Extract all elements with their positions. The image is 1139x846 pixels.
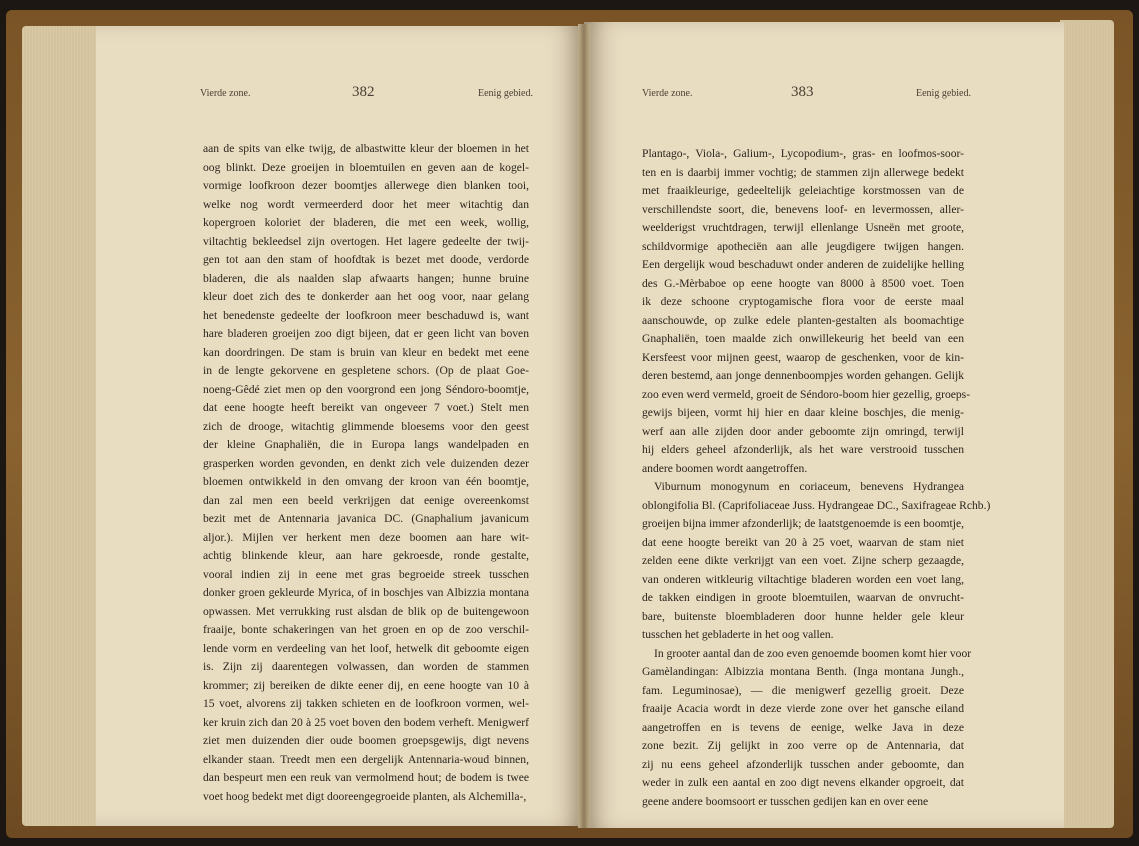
right-running-head-area: Eenig gebied. <box>916 88 971 99</box>
text-line: viltachtig bekleedsel zijn overtogen. Het lagere gedeelte der twij- <box>203 234 529 248</box>
text-line: der kleine Gnaphaliën, die in Europa langs wandelpaden en <box>203 438 529 451</box>
text-line: bloemen ontwikkeld in den omvang der kroon van één boomtje, <box>203 475 529 488</box>
text-line: oblongifolia Bl. (Caprifoliaceae Juss. Hydrangeae DC., Saxifrageae Rchb.) <box>642 498 991 512</box>
text-line: vormige loofkroon dezer boomtjes allerwege dien blanken tooi, <box>203 179 529 192</box>
text-line: hij elders geheel afzonderlijk, als het ware verstrooid tusschen <box>642 443 964 456</box>
text-line: 15 voet, alvorens zij takken schieten en de loofkroon vormen, wel- <box>203 697 529 710</box>
text-line: oog blinkt. Deze groeijen in bloemtuilen en geven aan de kogel- <box>203 160 529 174</box>
text-line: aangetroffen en is tevens de eenige, welke Java in deze <box>642 720 964 734</box>
book-gutter <box>578 24 590 828</box>
text-line: bare, buitenste bloembladeren door hunne helder gele kleur <box>642 609 964 623</box>
text-line: tusschen het gebladerte in het oog vallen. <box>642 628 834 641</box>
left-page-number: 382 <box>352 84 375 100</box>
text-line: donker groen gekleurde Myrica, of in boschjes van Albizzia montana <box>203 586 529 599</box>
text-line: schildvormige apotheciën aan alle jeugdigere twijgen hangen. <box>642 239 964 253</box>
right-page-edges <box>1060 20 1114 828</box>
text-line: aan de spits van elke twijg, de albastwitte kleur der bloemen in het <box>203 142 529 155</box>
text-line: dat eene hoogte bereikt van 20 à 25 voet, waarvan de stam niet <box>642 535 964 549</box>
text-line: zich de drooge, witachtig glimmende bloesems voor den geest <box>203 419 529 433</box>
text-line: ten en is daarbij immer vochtig; de stammen zijn allerwege bedekt <box>642 165 964 179</box>
text-line: noeng-Gêdé ziet men op den voorgrond een jong Séndoro-boomtje, <box>203 382 529 396</box>
text-line: verschillendste soort, die, benevens loof- en levermossen, aller- <box>642 202 964 216</box>
left-running-head-area: Eenig gebied. <box>478 88 533 99</box>
text-line: zone bezit. Zij gelijkt in zoo verre op de Antennaria, dat <box>642 739 964 752</box>
text-line: is. Zijn zij daarentegen volwassen, dan worden de stammen <box>203 660 529 673</box>
text-line: kleur doet zich des te donkerder aan het oog voor, naar gelang <box>203 290 529 303</box>
text-line: Gnaphaliën, toen maalde zich onwillekeurig het beeld van een <box>642 332 964 345</box>
text-line: opwassen. Met verrukking rust alsdan de blik op de buitengewoon <box>203 604 529 618</box>
text-line: fam. Leguminosae), — die menigwerf gezellig groeit. Deze <box>642 683 964 697</box>
text-line: weelderigst vruchtdragen, terwijl ellenlange Usneën met groote, <box>642 221 964 234</box>
text-line: ziet men duizenden dier oude boomen groepsgewijs, digt nevens <box>203 734 529 747</box>
text-line: groeijen bijna immer afzonderlijk; de laatstgenoemde is een boomtje, <box>642 517 964 530</box>
text-line: des G.-Mèrbaboe op eene hoogte van 8000 à 8500 voet. Toen <box>642 276 964 290</box>
left-running-head-zone: Vierde zone. <box>200 88 251 99</box>
text-line: fraaije, bonte schakeringen van het groen en op de zoo verschil- <box>203 623 529 636</box>
text-line: kopergroen koloriet der bladeren, die met een week, wollig, <box>203 216 529 229</box>
text-line: vooral indien zij in eene met gras begroeide streek tusschen <box>203 567 529 581</box>
text-line: hare bladeren groeijen zoo digt bijeen, dat er geen licht van boven <box>203 327 529 340</box>
text-line: ik deze schoone cryptogamische flora voor de eerste maal <box>642 295 964 308</box>
text-line: zoo even werd vermeld, groeit de Séndoro-boom hier gezellig, groeps- <box>642 387 971 401</box>
text-line: dat eene hoogte heeft bereikt van ongeveer 7 voet.) Stelt men <box>203 401 529 414</box>
text-line: het benedenste gedeelte der loofkroon meer beschaduwd is, want <box>203 308 529 322</box>
text-line: Viburnum monogynum en coriaceum, benevens Hydrangea <box>654 480 964 493</box>
text-line: de takken eindigen in groote bloemtuilen, waarvan de onvrucht- <box>642 591 964 604</box>
text-line: geene andere boomsoort er tusschen gedijen kan en over eene <box>642 794 929 808</box>
text-line: zij nu eens geheel afzonderlijk tusschen ander geboomte, dan <box>642 757 964 771</box>
left-page-body <box>203 140 529 806</box>
text-line: In grooter aantal dan de zoo even genoemde boomen komt hier voor <box>654 646 972 660</box>
text-line: voet hoog bedekt met digt dooreengegroeide planten, als Alchemilla-, <box>203 789 527 803</box>
text-line: Een dergelijk woud beschaduwt onder anderen de zuidelijke helling <box>642 258 964 271</box>
text-line: Gamèlandingan: Albizzia montana Benth. (Inga montana Jungh., <box>642 665 964 678</box>
text-line: ker kruin zich dan 20 à 25 voet boven den bodem verheft. Menigwerf <box>203 715 529 729</box>
text-line: kan doordringen. De stam is bruin van kleur en bedekt met eene <box>203 345 529 359</box>
text-line: werf aan alle zijden door ander geboomte zijn omringd, terwijl <box>642 424 964 438</box>
text-line: weder in zulk een aantal en zoo digt nevens elkander opgroeit, dat <box>642 776 964 789</box>
text-line: Plantago-, Viola-, Galium-, Lycopodium-, gras- en loofmos-soor- <box>642 147 964 160</box>
text-line: Kersfeest voor mijnen geest, waarop de geschenken, voor de kin- <box>642 350 964 364</box>
left-page-edges <box>22 26 100 826</box>
right-page-body <box>642 145 991 811</box>
text-line: aljor.). Mijlen ver herkent men deze boomen aan hare wit- <box>203 530 529 544</box>
text-line: lende vorm en verdeeling van het loof, hetwelk dit geboomte eigen <box>203 641 529 655</box>
text-line: welke nog wordt vermeerderd door het meer witachtig dan <box>203 197 529 211</box>
right-running-head-zone: Vierde zone. <box>642 88 693 99</box>
text-line: met fraaikleurige, gedeeltelijk geleiachtige korstmossen van de <box>642 184 964 197</box>
text-line: dan bespeurt men een reuk van vermolmend hout; de bodem is twee <box>203 771 529 784</box>
text-line: bladeren, die als naalden slap afwaarts hangen; hunne bruine <box>203 271 529 285</box>
text-line: zelden eene dikte verkrijgt van een voet. Zijne scherp gezaagde, <box>642 554 964 567</box>
text-line: elkander staan. Treedt men een dergelijk Antennaria-woud binnen, <box>203 752 529 766</box>
text-line: fraaije Acacia wordt in deze vierde zone over het gansche eiland <box>642 702 964 715</box>
text-line: krommer; zij bereiken de dikte eener dij, en eene hoogte van 10 à <box>203 678 529 692</box>
right-page-number: 383 <box>791 84 814 100</box>
text-line: aanschouwde, op zulke edele planten-gestalten als boomachtige <box>642 313 964 327</box>
text-line: deren bestemd, aan jonge dennenboompjes worden gehangen. Gelijk <box>642 369 964 382</box>
text-line: in de lengte gekorvene en gespletene schors. (Op de plaat Goe- <box>203 364 529 377</box>
text-line: gewijs bijeen, vormt hij hier en daar kleine boschjes, die menig- <box>642 406 964 419</box>
text-line: gen tot aan den stam of hoofdtak is bezet met doode, verdorde <box>203 253 529 266</box>
text-line: grasperken worden gevonden, en denkt zich vele duizenden dezer <box>203 456 529 470</box>
text-line: andere boomen wordt aangetroffen. <box>642 461 808 475</box>
text-line: dan zal men een beeld verkrijgen dat eenige overeenkomst <box>203 493 529 507</box>
text-line: achtig blinkende kleur, aan hare gekroesde, ronde gestalte, <box>203 549 529 562</box>
text-line: van onderen witkleurig viltachtige bladeren worden een voet lang, <box>642 572 964 586</box>
text-line: bezit met de Antennaria javanica DC. (Gnaphalium javanicum <box>203 512 529 525</box>
